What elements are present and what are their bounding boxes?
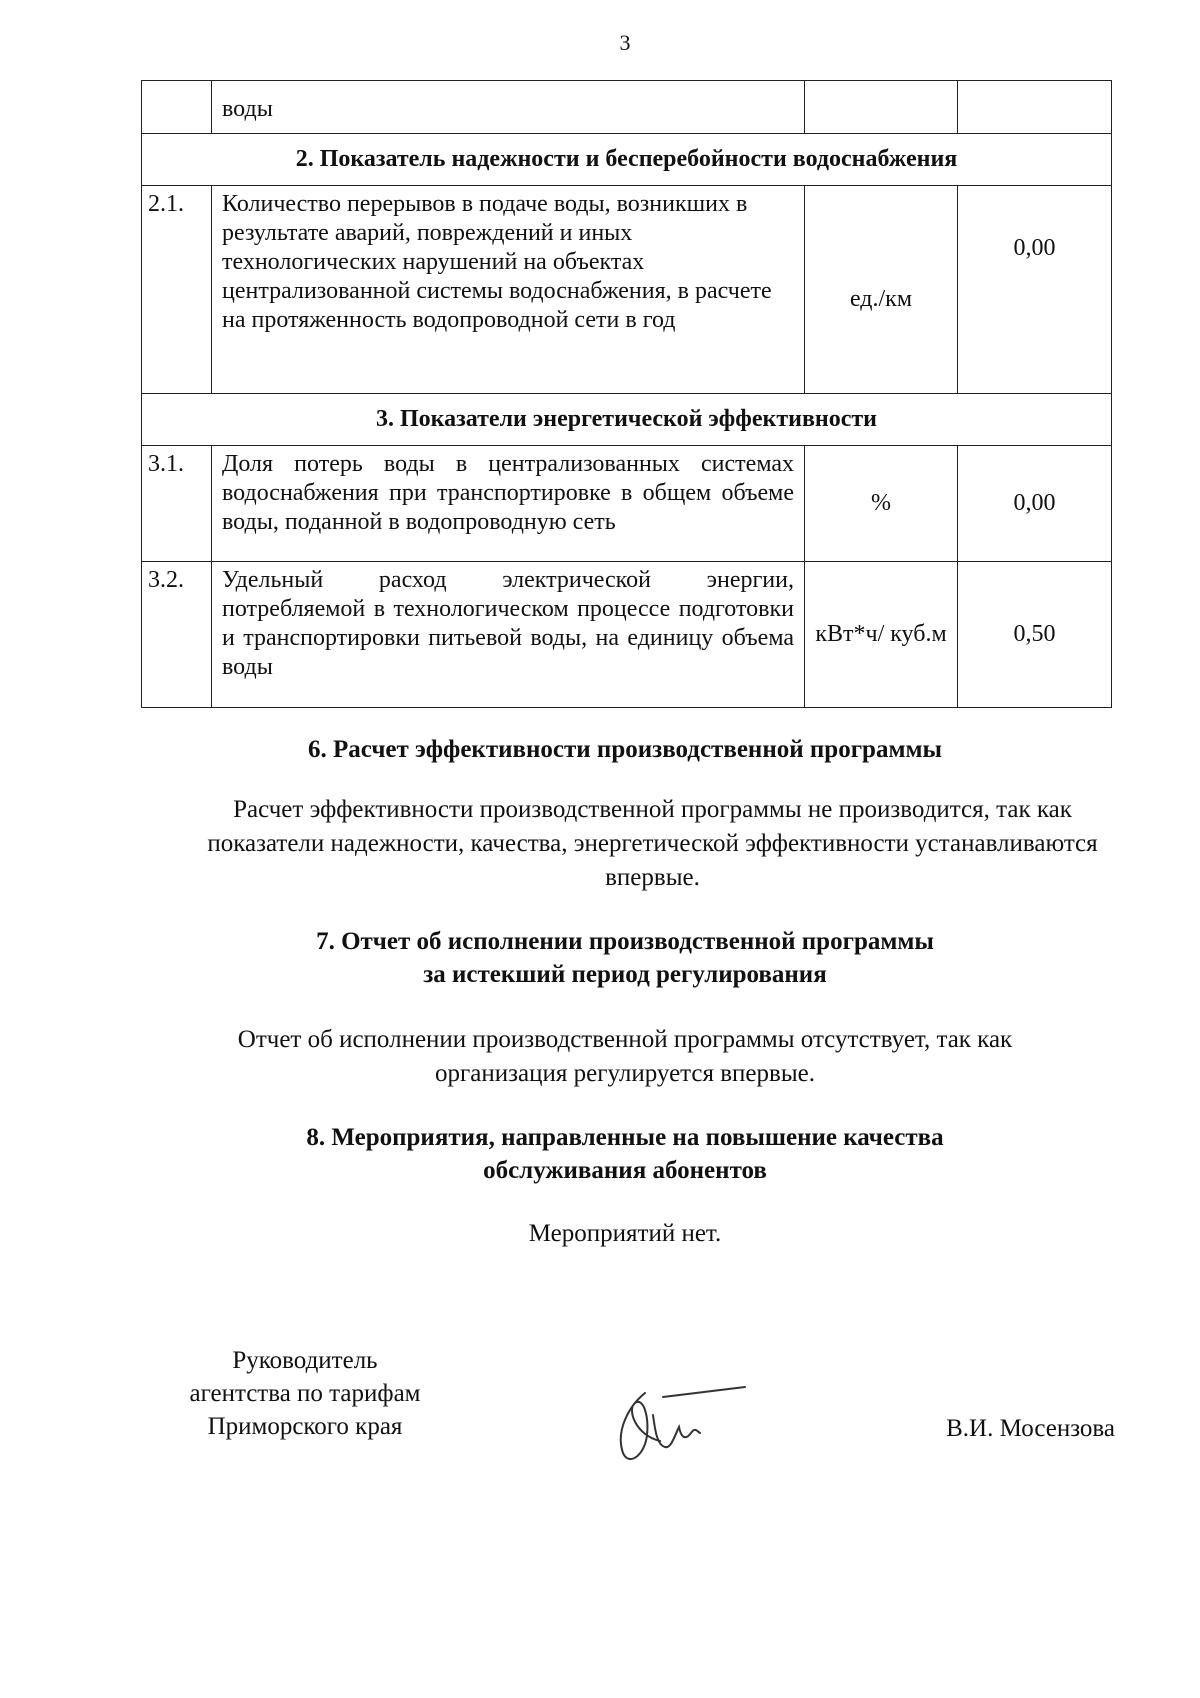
table-row-3-1 <box>142 446 1112 562</box>
row-value: 0,50 <box>958 562 1112 708</box>
table-section-row <box>142 394 1112 446</box>
row-unit <box>805 81 958 134</box>
table-row-2-1 <box>142 186 1112 394</box>
section-7-text: Отчет об исполнении производственной программы отсутствует, так как организация регулируется впервые. <box>237 1026 1013 1087</box>
table-row-continued <box>142 81 1112 134</box>
handwritten-signature <box>605 1375 755 1470</box>
row-name: Количество перерывов в подаче воды, возникших в результате аварий, повреждений и иных технологических нарушений на объектах централизованной системы водоснабжения, в расчете на протяженность водопроводной сети в год <box>212 186 805 394</box>
row-number: 2.1. <box>142 186 212 394</box>
section-8-title-line2: обслуживания абонентов <box>483 1157 767 1184</box>
row-name: воды <box>212 81 805 134</box>
signer-name: В.И. Мосензова <box>946 1415 1115 1442</box>
signer-position-line1: Руководитель <box>232 1347 378 1374</box>
indicators-table <box>141 80 1112 708</box>
row-value: 0,00 <box>958 446 1112 562</box>
section-8-text: Мероприятий нет. <box>528 1220 722 1247</box>
row-value <box>958 81 1112 134</box>
row-value: 0,00 <box>958 186 1112 394</box>
page-number: 3 <box>619 30 631 55</box>
section-2-heading: 2. Показатель надежности и бесперебойности водоснабжения <box>142 134 1112 186</box>
section-7-title-line2: за истекший период регулирования <box>423 961 827 988</box>
row-unit: ед./км <box>805 186 958 394</box>
section-3-heading: 3. Показатели энергетической эффективности <box>142 394 1112 446</box>
row-number: 3.2. <box>142 562 212 708</box>
table-row-3-2 <box>142 562 1112 708</box>
signer-position-line2: агентства по тарифам <box>189 1380 421 1407</box>
row-name: Удельный расход электрической энергии, потребляемой в технологическом процессе подготовки и транспортировки питьевой воды, на единицу объема воды <box>212 562 805 708</box>
row-unit: кВт*ч/ куб.м <box>805 562 958 708</box>
row-number <box>142 81 212 134</box>
section-8-title-line1: 8. Мероприятия, направленные на повышение качества <box>306 1124 944 1151</box>
row-name: Доля потерь воды в централизованных системах водоснабжения при транспортировке в общем объеме воды, поданной в водопроводную сеть <box>212 446 805 562</box>
section-7-title-line1: 7. Отчет об исполнении производственной программы <box>316 928 934 955</box>
section-6-text: Расчет эффективности производственной программы не производится, так как показатели надежности, качества, энергетической эффективности устанавливаются впервые. <box>207 796 1098 891</box>
row-number: 3.1. <box>142 446 212 562</box>
section-6-title: 6. Расчет эффективности производственной программы <box>307 736 943 763</box>
row-unit: % <box>805 446 958 562</box>
signer-position-line3: Приморского края <box>207 1413 403 1440</box>
table-section-row <box>142 134 1112 186</box>
signer-position <box>165 1344 445 1443</box>
